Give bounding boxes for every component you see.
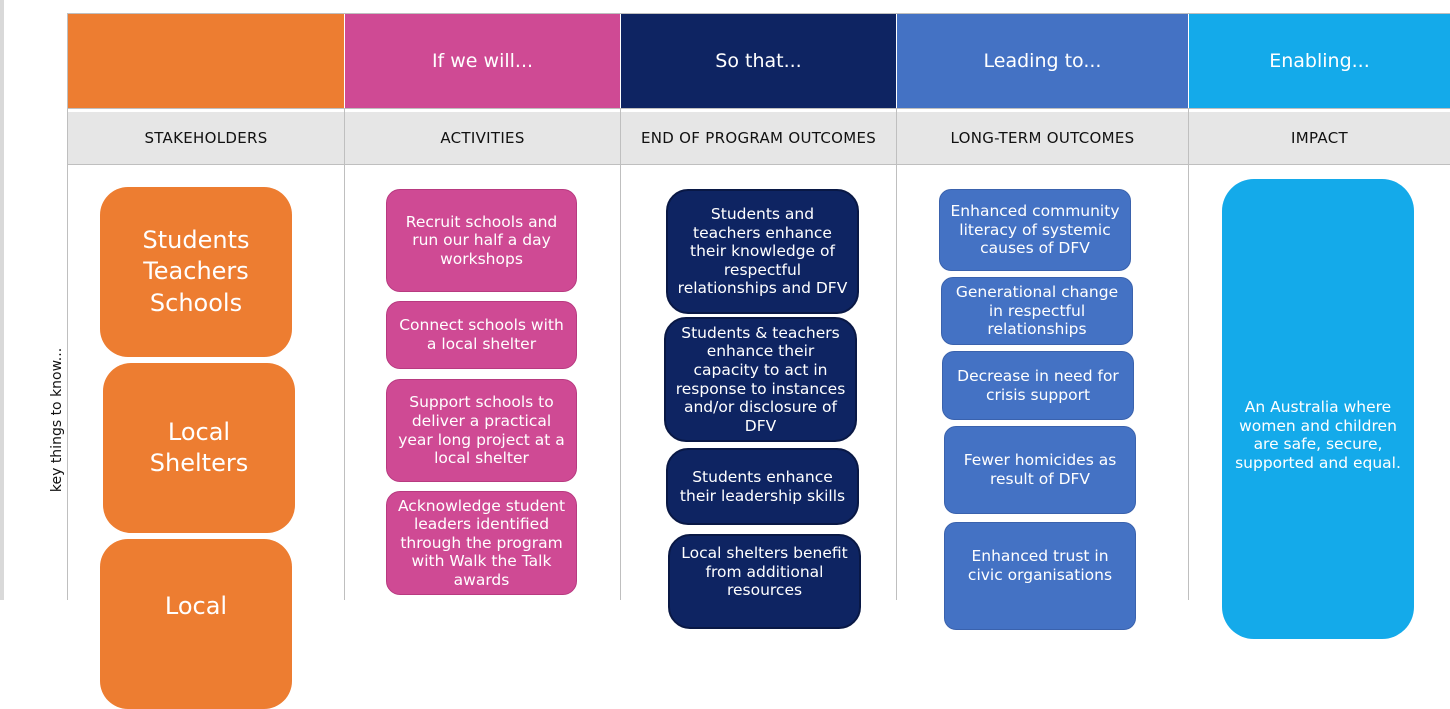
subheader-stakeholders: STAKEHOLDERS (68, 112, 344, 164)
subheader-end-of-program-outcomes: END OF PROGRAM OUTCOMES (621, 112, 896, 164)
grid-line-col-4 (1188, 108, 1189, 600)
stakeholder-box: Local Shelters (103, 363, 295, 533)
grid-line-col-1 (344, 108, 345, 600)
header-stakeholders (68, 14, 344, 108)
long-term-outcome-box: Enhanced community literacy of systemic causes of DFV (939, 189, 1131, 271)
subheader-activities: ACTIVITIES (345, 112, 620, 164)
activity-box: Recruit schools and run our half a day workshops (386, 189, 577, 292)
stakeholder-box: Local (100, 539, 292, 709)
header-impact: Enabling... (1189, 14, 1450, 108)
header-activities: If we will... (345, 14, 620, 108)
grid-line-top (68, 13, 1450, 14)
long-term-outcome-box: Decrease in need for crisis support (942, 351, 1134, 420)
impact-box: An Australia where women and children are safe, secure, supported and equal. (1222, 179, 1414, 639)
end-of-program-outcome-box: Students & teachers enhance their capacity to act in response to instances and/or disclosure of DFV (664, 317, 857, 442)
side-label: key things to know... (49, 347, 65, 493)
end-of-program-outcome-box: Students and teachers enhance their knowledge of respectful relationships and DFV (666, 189, 859, 314)
header-long-term-outcomes: Leading to... (897, 14, 1188, 108)
stakeholder-box: Students Teachers Schools (100, 187, 292, 357)
subheader-long-term-outcomes: LONG-TERM OUTCOMES (897, 112, 1188, 164)
end-of-program-outcome-box: Local shelters benefit from additional resources (668, 534, 861, 629)
left-border (0, 0, 4, 600)
grid-line-mid (68, 108, 1450, 109)
grid-line-col-0 (67, 13, 68, 600)
subheader-impact: IMPACT (1189, 112, 1450, 164)
activity-box: Connect schools with a local shelter (386, 301, 577, 369)
grid-line-sub (68, 164, 1450, 165)
end-of-program-outcome-box: Students enhance their leadership skills (666, 448, 859, 525)
long-term-outcome-box: Fewer homicides as result of DFV (944, 426, 1136, 514)
long-term-outcome-box: Generational change in respectful relationships (941, 277, 1133, 345)
long-term-outcome-box: Enhanced trust in civic organisations (944, 522, 1136, 630)
header-end-of-program-outcomes: So that... (621, 14, 896, 108)
activity-box: Support schools to deliver a practical year long project at a local shelter (386, 379, 577, 482)
grid-line-col-2 (620, 108, 621, 600)
grid-line-col-3 (896, 108, 897, 600)
activity-box: Acknowledge student leaders identified through the program with Walk the Talk awards (386, 491, 577, 595)
